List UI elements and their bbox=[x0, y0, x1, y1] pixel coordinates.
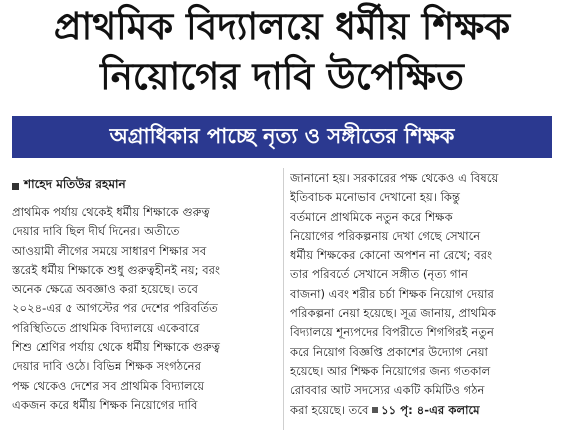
subheadline-text: অগ্রাধিকার পাচ্ছে নৃত্য ও সঙ্গীতের শিক্ষক bbox=[109, 123, 455, 148]
paragraph-line: স্তরেই ধর্মীয় শিক্ষাকে শুধু গুরুত্বহীনই নয়; বরং bbox=[12, 262, 221, 277]
paragraph-line: নিয়োগের পরিকল্পনায় দেখা গেছে সেখানে bbox=[290, 228, 481, 243]
paragraph-line: একজন করে ধর্মীয় শিক্ষক নিয়োগের দাবি bbox=[12, 397, 198, 412]
byline bbox=[12, 176, 126, 196]
paragraph-line: দেয়ার দাবি ছিল দীর্ঘ দিনের। অতীতে bbox=[12, 224, 180, 239]
paragraph-line: রোববার আট সদস্যের একটি কমিটিও গঠন bbox=[290, 383, 485, 398]
paragraph-line: বাজনা) এবং শরীর চর্চা শিক্ষক নিয়োগ দেয়ার bbox=[290, 286, 494, 301]
paragraph-line: অনেক ক্ষেত্রে অবজ্ঞাও করা হয়েছে। তবে bbox=[12, 282, 198, 297]
paragraph-line: শিশু শ্রেণির পর্যায় থেকে ধর্মীয় শিক্ষাকে গুরুত্ব bbox=[12, 340, 221, 355]
paragraph-line: জানানো হয়। সরকারের পক্ষ থেকেও এ বিষয়ে bbox=[290, 171, 499, 185]
paragraph-line-last bbox=[290, 401, 556, 420]
paragraph-line: ইতিবাচক মনোভাব দেখানো হয়। কিন্তু bbox=[290, 190, 460, 205]
byline-author: শাহেদ মতিউর রহমান bbox=[24, 177, 126, 191]
headline-line-2: নিয়োগের দাবি উপেক্ষিত bbox=[100, 55, 464, 98]
headline bbox=[0, 2, 564, 102]
paragraph-line: করে নিয়োগ বিজ্ঞপ্তি প্রকাশের উদ্যোগ নেয়া bbox=[290, 344, 488, 359]
paragraph-line: ২০২৪-এর ৫ আগস্টের পর দেশের পরিবর্তিত bbox=[12, 301, 218, 316]
subheadline-banner bbox=[12, 116, 552, 158]
paragraph-line: তার পরিবর্তে সেখানে সঙ্গীত (নৃত্য গান bbox=[290, 267, 468, 282]
paragraph-line: বিদ্যালয়ে শূন্যপদের বিপরীতে শিগগিরই নতুন bbox=[290, 325, 494, 340]
paragraph-line: পরিকল্পনা নেয়া হয়েছে। সূত্র জানায়, প্রাথমিক bbox=[290, 306, 496, 321]
continuation-text: ১১ পৃ: ৪-এর কলামে bbox=[381, 402, 480, 417]
paragraph-line: বর্তমানে প্রাথমিকে নতুন করে শিক্ষক bbox=[290, 209, 453, 224]
paragraph-line: দেয়ার দাবি ওঠে। বিভিন্ন শিক্ষক সংগঠনের bbox=[12, 359, 201, 374]
paragraph-line: পরিস্থিতিতে প্রাথমিক বিদ্যালয়ে একেবারে bbox=[12, 320, 200, 335]
headline-line-1: প্রাথমিক বিদ্যালয়ে ধর্মীয় শিক্ষক bbox=[53, 5, 511, 48]
paragraph-line: হয়েছে। আর শিক্ষক নিয়োগের জন্য গতকাল bbox=[290, 363, 491, 378]
continuation-note[interactable] bbox=[372, 403, 479, 417]
byline-bullet-icon bbox=[12, 183, 19, 190]
paragraph-line-text: করা হয়েছে। তবে bbox=[290, 402, 369, 417]
continuation-square-icon bbox=[372, 407, 378, 413]
article-column-right bbox=[290, 169, 556, 420]
paragraph-line: প্রাথমিক পর্যায় থেকেই ধর্মীয় শিক্ষাকে গুরুত্ব bbox=[12, 205, 210, 219]
paragraph-line: আওয়ামী লীগের সময়ে সাধারণ শিক্ষার সব bbox=[12, 243, 207, 258]
column-divider bbox=[283, 168, 284, 430]
article-column-left bbox=[12, 203, 276, 415]
paragraph-line: পক্ষ থেকেও দেশের সব প্রাথমিক বিদ্যালয়ে bbox=[12, 378, 205, 393]
paragraph-line: ধর্মীয় শিক্ষকের কোনো অপশন না রেখে; বরং bbox=[290, 248, 493, 263]
